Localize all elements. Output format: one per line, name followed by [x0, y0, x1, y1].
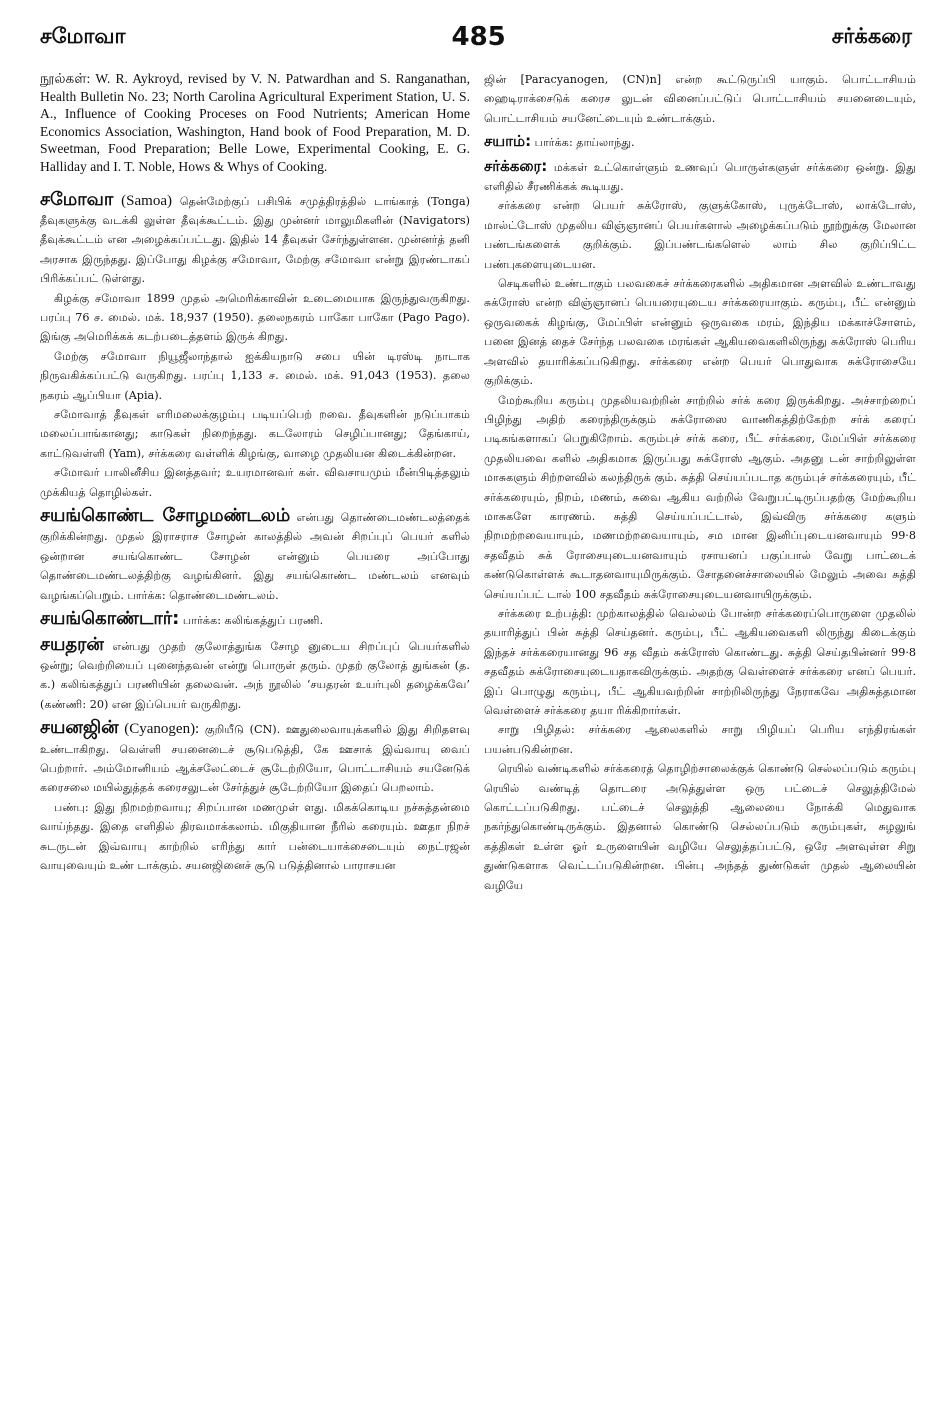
page-number: 485: [451, 22, 506, 52]
headword-sayangondar: சயங்கொண்டார்:: [40, 608, 180, 630]
samoa-geography-paragraph: சமோவாத் தீவுகள் எரிமலைக்குழம்பு படியப்பெற் றவை. தீவுகளின் நடுப்பாகம் மலைப்பாங்கானது; காடுகள் நிறைந்தது. கடலோரம் செழிப்பானது; தேங்காய், காட்டுவள்ளி (Yam), சர்க்கரை வள்ளிக் கிழங்கு, வாழை முதலியன கிடைக்கின்றன.: [40, 408, 470, 460]
right-column: [484, 70, 916, 895]
sayam-text: பார்க்க: தாய்லாந்து.: [534, 136, 635, 150]
running-head-left: சமோவா: [40, 23, 126, 48]
headword-cyanogen-latin: (Cyanogen):: [124, 721, 200, 738]
headword-cyanogen: சயனஜின்: [40, 717, 119, 739]
samoa-east-paragraph: கிழக்கு சமோவா 1899 முதல் அமெரிக்காவின் உடைமையாக இருந்துவருகிறது. பரப்பு 76 ச. மைல். மக். 18,937 (1950). தலைநகரம் பாகோ பாகோ (Pago Pago). இங்கு அமெரிக்கக் கடற்படைத்தளம் இருக் கிறது.: [40, 291, 470, 344]
sugar-sources-paragraph: செடிகளில் உண்டாகும் பலவகைச் சர்க்கரைகளில் அதிகமான அளவில் உண்டாவது சுக்ரோஸ் என்ற விஞ்ஞானப் பெயரையுடைய சர்க்கரையாகும். கரும்பு, பீட் என்னும் ஒருவகைக் கிழங்கு, மேப்பிள் என்னும் ஒருவகை மரம், இந்திய மக்காச்சோளம், பனை இனத் தைச் சேர்ந்த பலவகை மரங்கள் ஆகியவைகளிலிருந்து சுக்ரோஸ் பெரிய அளவில் தயாரிக்கப்படுகிறது. சர்க்கரை என்ற பெயர் பொதுவாக சுக்ரோசையே குறிக்கும்.: [484, 277, 916, 388]
sugar-rail-paragraph: ரெயில் வண்டிகளில் சர்க்கரைத் தொழிற்சாலைக்குக் கொண்டு செல்லப்படும் கரும்பு ரெயில் வண்டித் தொடரை அடுத்துள்ள ஒரு பட்டைச் செலுத்திமேல் கொட்டப்படுகிறது. பட்டைச் செலுத்தி ஆலையை நோக்கி மெதுவாக நகர்ந்துகொண்டிருக்கும். இதனால் கொண்டு செல்லப்படும் கரும்புகள், சுழலுங் கத்திகள் உள்ள ஓர் உருளையின் வழியே செலுத்தப்பட்டு, ஒரே அளவுள்ள சிறு துண்டுகளாக வெட்டப்படுகின்றன. பின்பு அந்தத் துண்டுகள் முதல் ஆலையின் வழியே: [484, 762, 916, 892]
entry-samoa: [40, 190, 470, 289]
sugar-production-paragraph: சர்க்கரை உற்பத்தி: முற்காலத்தில் வெல்லம் போன்ற சர்க்கரைப்பொருளை முதலில் தயாரித்துப் பின் சுத்தி செய்தனர். கரும்பு, பீட் ஆகியவைகளி லிருந்து கிடைக்கும் இந்தச் சர்க்கரையானது 96 சத வீதம் சுக்ரோஸ் கொண்டது. சுத்தி செய்தபின்னர் 99·8 சதவீதம் சுக்ரோசையுடையதாகவிருக்கும். அதற்கு வெள்ளைச் சர்க்கரை எனப் பெயர். இப் பொழுது கரும்பு, பீட் ஆகியவற்றின் சாற்றிலிருந்து நேராகவே அதிசுத்தமான வெள்ளைச் சர்க்கரை தயா ரிக்கிறார்கள்.: [484, 606, 916, 717]
sugar-names-paragraph: சர்க்கரை என்ற பெயர் சுக்ரோஸ், குளுக்கோஸ், புருக்டோஸ், லாக்டோஸ், மால்ட்டோஸ் முதலிய விஞ்ஞானப் பெயர்களால் அழைக்கப்படும் நூற்றுக்கு மேலான பண்டங்களைக் குறிக்கும். இப்பண்டங்களெல் லாம் சில குறிப்பிட்ட பண்புகளையுடையன.: [484, 199, 916, 271]
headword-samoa-latin: (Samoa): [121, 192, 172, 209]
cyanogen-properties-paragraph: பண்பு: இது நிறமற்றவாயு; சிறப்பான மணமுள் ளது. மிகக்கொடிய நச்சுத்தன்மை வாய்ந்தது. இதை எளிதில் திரவமாக்கலாம். மிகுதியான நீரில் கரையும். ஊதா நிறச் சுடருடன் இவ்வாயு காற்றில் எரிந்து கார் பன்டையாக்சைடையும் நைட்ரஜன் வாயுவையும் உண் டாக்கும். சயனஜினைச் சூடு படுத்தினால் பாராசயன: [40, 800, 470, 872]
running-head-right: சர்க்கரை: [831, 23, 912, 48]
headword-sugar: சர்க்கரை:: [484, 156, 548, 175]
entry-sayangonda-sozhamandalam: [40, 506, 470, 605]
sayangondar-text: பார்க்க: கலிங்கத்துப் பரணி.: [182, 614, 324, 628]
references-paragraph: நூல்கள்: W. R. Aykroyd, revised by V. N. Patwardhan and S. Ranganathan, Health Bulletin No. 23; North Carolina Agricultural Experiment Station, U. S. A., Influence of Cooking Proceses on Food Nutrients; American Home Economics Association, Washington, Hand book of Food Preparation, M. D. Sweetman, Food Preparation; Belle Lowe, Experimental Cooking, E. G. Halliday and I. T. Noble, Hows & Whys of Cooking.: [40, 71, 470, 174]
sugar-intro-text: மக்கள் உட்கொள்ளும் உணவுப் பொருள்களுள் சர்க்கரை ஒன்று. இது எளிதில் சீரணிக்கக் கூடியது.: [484, 160, 916, 194]
sugar-refining-paragraph: மேற்கூறிய கரும்பு முதலியவற்றின் சாற்றில் சர்க் கரை இருக்கிறது. அச்சாற்றைப் பிழிந்து அதிற் கரைந்திருக்கும் சுக்ரோஸை வாணிகத்திற்கேற்ற சர்க் கரைப் படிகங்களாகப் பெறுகிறோம். கரும்புச் சர்க் கரை, பீட் சர்க்கரை, மேப்பிள் சர்க்கரை முதலியவை களில் அதிகமாக இருப்பது சுக்ரோஸ் ஆகும். அதனு டன் சாற்றிலுள்ள மாசுகளும் சிற்றளவில் கலந்திருக் கும். சுத்தி செய்யப்படாத கரும்புச் சர்க்கரையும், பீட் சர்க்கரையும், நிறம், மணம், சுவை ஆகிய வற்றில் வேறுபட்டிருப்பதற்கு மேற்கூறிய மாசுகளே காரணம். சுத்தி செய்யப்பட்டால், இவ்விரு சர்க்கரை களும் நிறமற்றவையாயும், மணமற்றவையாயும், சம மான இனிப்புடையனவாயும் 99·8 சதவீதம் சுக் ரோசையுடையனவாயும் ரசாயனப் பகுப்பால் வேறு பாட்டைக் கண்டுகொள்ளக் கூடாதனவாயுமிருக்கும். சோதனைச்சாலையில் மேலும் அவை சுத்தி செய்யப்பட் டால் 100 சதவீதம் சுக்ரோசையுடையனவாயிருக்கும்.: [484, 393, 916, 601]
samoa-intro-text: தென்மேற்குப் பசிபிக் சமுத்திரத்தில் டாங்காத் (Tonga) தீவுகளுக்கு வடக்கி லுள்ள தீவுக்கூட்டம். இது முன்னர் மாலுமிகளின் (Navigators) தீவுக்கூட்டம் என அழைக்கப்பட்டது. இதில் 14 தீவுகள் சேர்ந்துள்ளன. முன்னர்த் தனி அரசாக இருந்தது. இப்போது கிழக்கு சமோவா, மேற்கு சமோவா என்று இரண்டாகப் பிரிக்கப்பட் டுள்ளது.: [40, 194, 470, 286]
headword-sayam: சயாம்:: [484, 132, 532, 151]
cyanogen-continuation-paragraph: ஜின் [Paracyanogen, (CN)n] என்ற கூட்டுருப்பி யாகும். பொட்டாசியம் ஹைடிராக்சைடுக் கரைச லுடன் வினைப்பட்டுப் பொட்டாசியம் சயனைடையும், பொட்டாசியம் சயனேட்டையும் உண்டாக்கும்.: [484, 73, 916, 125]
cyanogen-intro-text: குறியீடு (CN). ஊதுலைவாயுக்களில் இது சிறிதளவு உண்டாகிறது. வெள்ளி சயனைடைச் சூடுபடுத்தி, கே ஊசாக் இவ்வாயு வைப் பெற்றார். அம்மோனியம் ஆக்சலேட்டைச் சூடேற்றியோ, பொட்டாசியம் சயனேடுக் கரைசலை மயில்துத்தக் கரைசலுடன் சேர்த்துச் சூடேற்றியோ இதைப் பெறலாம்.: [40, 723, 470, 795]
headword-sayatharan: சயதரன்: [40, 633, 104, 655]
entry-sugar: [484, 157, 916, 197]
entry-sayam: [484, 132, 916, 152]
entry-cyanogen: [40, 718, 470, 798]
entry-sayangondar: [40, 609, 470, 630]
page-header: [40, 14, 912, 60]
samoa-west-paragraph: மேற்கு சமோவா நியூஜீலாந்தால் ஐக்கியநாடு சபை யின் டிரஸ்டி நாடாக நிருவகிக்கப்பட்டு வருகிறது. பரப்பு 1,133 ச. மைல். மக். 91,043 (1953). தலை நகரம் ஆப்பியா (Apia).: [40, 349, 470, 402]
sayatharan-text: என்பது முதற் குலோத்துங்க சோழ னுடைய சிறப்புப் பெயர்களில் ஒன்று; வெற்றியைப் புனைந்தவன் என்று பொருள் தரும். முதற் குலோத் துங்கன் (த. க.) கலிங்கத்துப் பரணியின் தலைவன். அந் நூலில் ‘சயதரன் உயர்புலி தழைக்கவே’ (கண்ணி: 20) என இப்பெயர் வருகிறது.: [40, 639, 470, 711]
entry-sayatharan: [40, 635, 470, 715]
left-column: [40, 70, 470, 875]
headword-sayangonda-sozhamandalam: சயங்கொண்ட சோழமண்டலம்: [40, 505, 291, 527]
samoa-people-paragraph: சமோவர் பாலினீசிய இனத்தவர்; உயரமானவர் கள். விவசாயமும் மீன்பிடித்தலும் முக்கியத் தொழில்கள்.: [40, 466, 470, 499]
headword-samoa: சமோவா: [40, 188, 114, 210]
sayangonda-sozhamandalam-text: என்பது தொண்டைமண்டலத்தைக் குறிக்கின்றது. முதல் இராசராச சோழன் காலத்தில் அவன் சிறப்புப் பெயர் களில் ஒன்றான சயங்கொண்ட சோழன் என்னும் பெயரை அப்போது தொண்டைமண்டலத்திற்கு வழங்கினர். இது சயங்கொண்ட மண்டலம் எனவும் வழங்கப்பெறும். பார்க்க: தொண்டைமண்டலம்.: [40, 511, 470, 602]
sugar-juice-extraction-paragraph: சாறு பிழிதல்: சர்க்கரை ஆலைகளில் சாறு பிழியப் பெரிய எந்திரங்கள் பயன்படுகின்றன.: [484, 723, 916, 756]
